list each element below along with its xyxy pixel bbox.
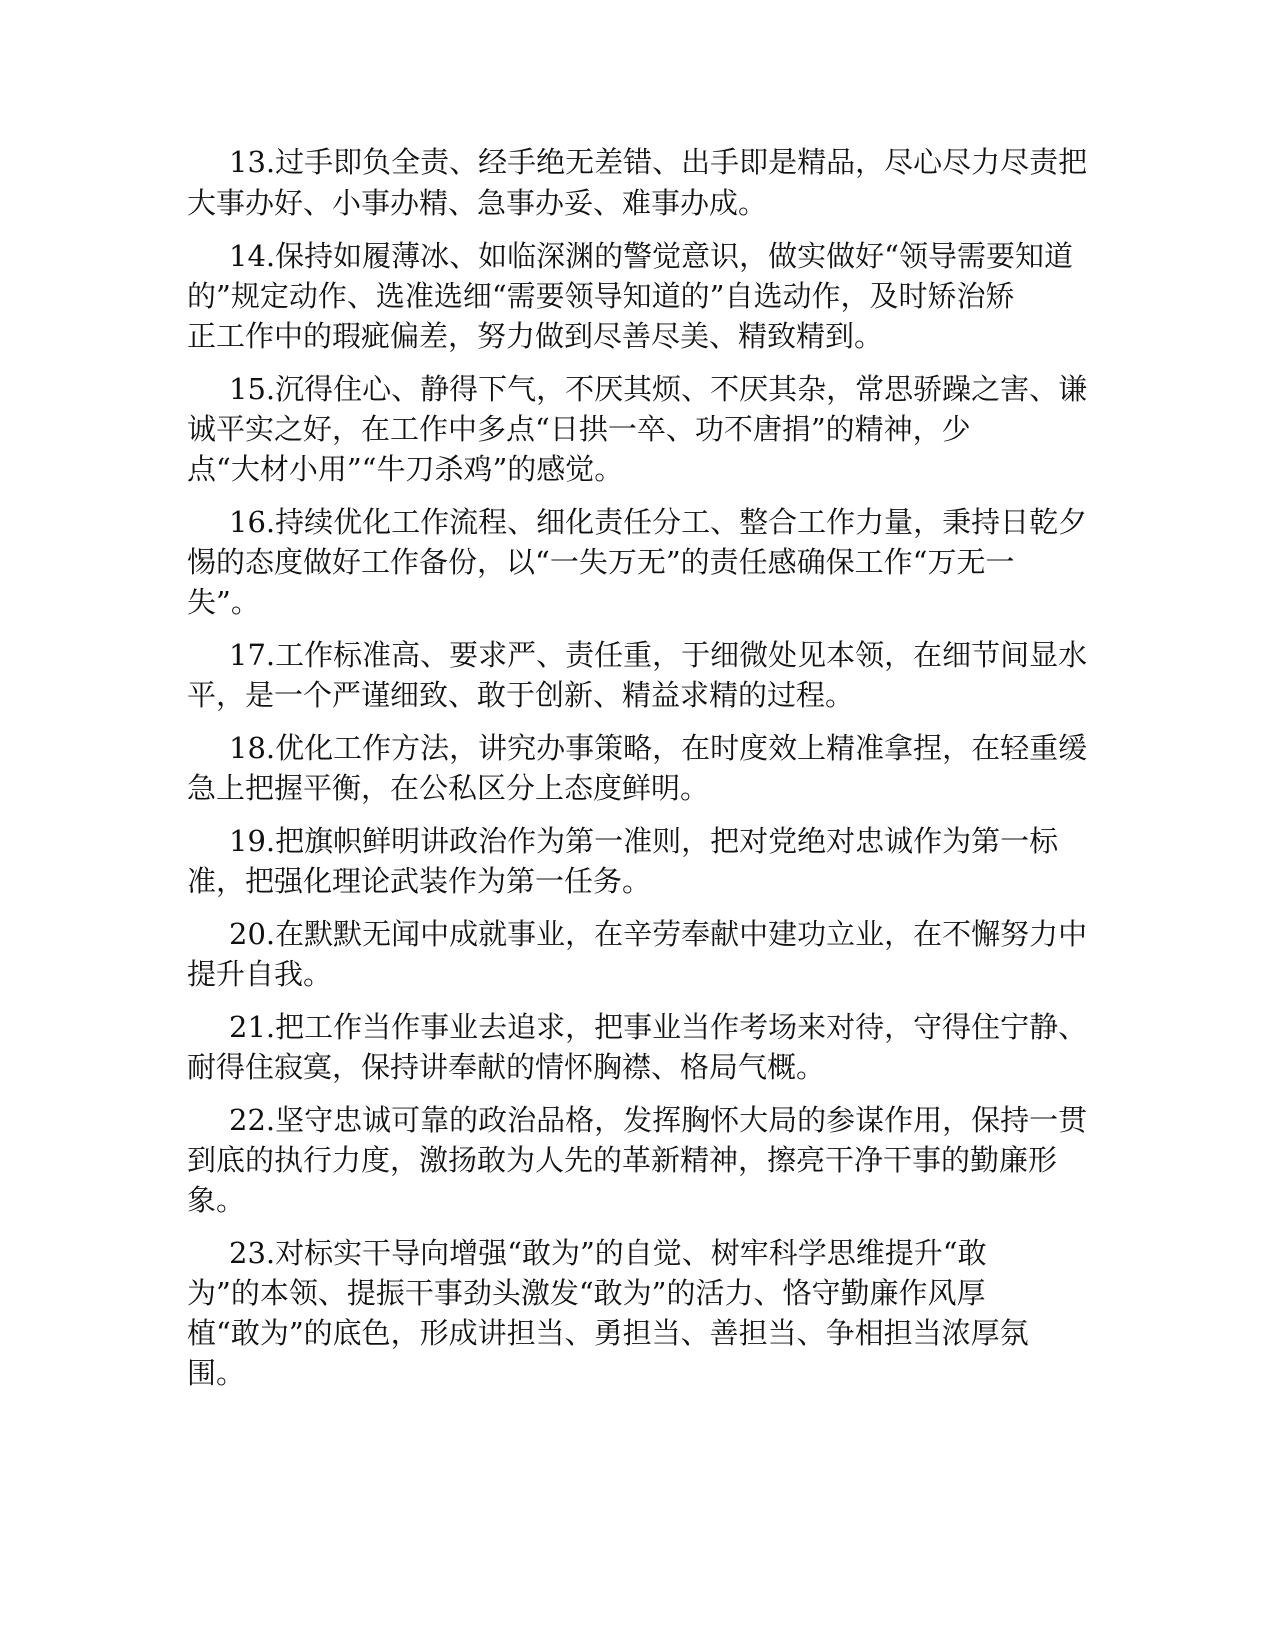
text-line: 的”规定动作、选准选细“需要领导知道的”自选动作，及时矫治矫 xyxy=(187,279,1015,313)
text-line: 围。 xyxy=(187,1356,246,1390)
text-line: 急上把握平衡，在公私区分上态度鲜明。 xyxy=(187,771,710,805)
text-line: 23.对标实干导向增强“敢为”的自觉、树牢科学思维提升“敢 xyxy=(229,1236,987,1270)
text-line: 21.把工作当作事业去追求，把事业当作考场来对待，守得住宁静、 xyxy=(229,1010,1088,1044)
text-line: 大事办好、小事办精、急事办妥、难事办成。 xyxy=(187,186,768,220)
text-line: 15.沉得住心、静得下气，不厌其烦、不厌其杂，常思骄躁之害、谦 xyxy=(229,372,1088,406)
text-line: 19.把旗帜鲜明讲政治作为第一准则，把对党绝对忠诚作为第一标 xyxy=(229,824,1059,858)
text-line: 正工作中的瑕疵偏差，努力做到尽善尽美、精致精到。 xyxy=(187,319,884,353)
text-line: 平，是一个严谨细致、敢于创新、精益求精的过程。 xyxy=(187,678,855,712)
text-line: 提升自我。 xyxy=(187,957,333,991)
text-line: 惕的态度做好工作备份，以“一失万无”的责任感确保工作“万无一 xyxy=(187,545,1015,579)
text-line: 13.过手即负全责、经手绝无差错、出手即是精品，尽心尽力尽责把 xyxy=(229,145,1088,179)
text-line: 植“敢为”的底色，形成讲担当、勇担当、善担当、争相担当浓厚氛 xyxy=(187,1316,1029,1350)
text-line: 16.持续优化工作流程、细化责任分工、整合工作力量，秉持日乾夕 xyxy=(229,505,1088,539)
text-line: 失”。 xyxy=(187,585,260,619)
text-line: 点“大材小用”“牛刀杀鸡”的感觉。 xyxy=(187,452,624,486)
text-line: 诚平实之好，在工作中多点“日拱一卒、功不唐捐”的精神，少 xyxy=(187,412,971,446)
text-line: 象。 xyxy=(187,1183,246,1217)
text-line: 耐得住寂寞，保持讲奉献的情怀胸襟、格局气概。 xyxy=(187,1050,826,1084)
text-line: 到底的执行力度，激扬敢为人先的革新精神，擦亮干净干事的勤廉形 xyxy=(187,1143,1058,1177)
text-line: 为”的本领、提振干事劲头激发“敢为”的活力、恪守勤廉作风厚 xyxy=(187,1276,986,1310)
text-line: 20.在默默无闻中成就事业，在辛劳奉献中建功立业，在不懈努力中 xyxy=(229,917,1088,951)
text-line: 17.工作标准高、要求严、责任重，于细微处见本领，在细节间显水 xyxy=(229,638,1088,672)
text-line: 18.优化工作方法，讲究办事策略，在时度效上精准拿捏，在轻重缓 xyxy=(229,731,1088,765)
text-line: 准，把强化理论武装作为第一任务。 xyxy=(187,864,652,898)
text-line: 14.保持如履薄冰、如临深渊的警觉意识，做实做好“领导需要知道 xyxy=(229,239,1073,273)
text-line: 22.坚守忠诚可靠的政治品格，发挥胸怀大局的参谋作用，保持一贯 xyxy=(229,1103,1088,1137)
